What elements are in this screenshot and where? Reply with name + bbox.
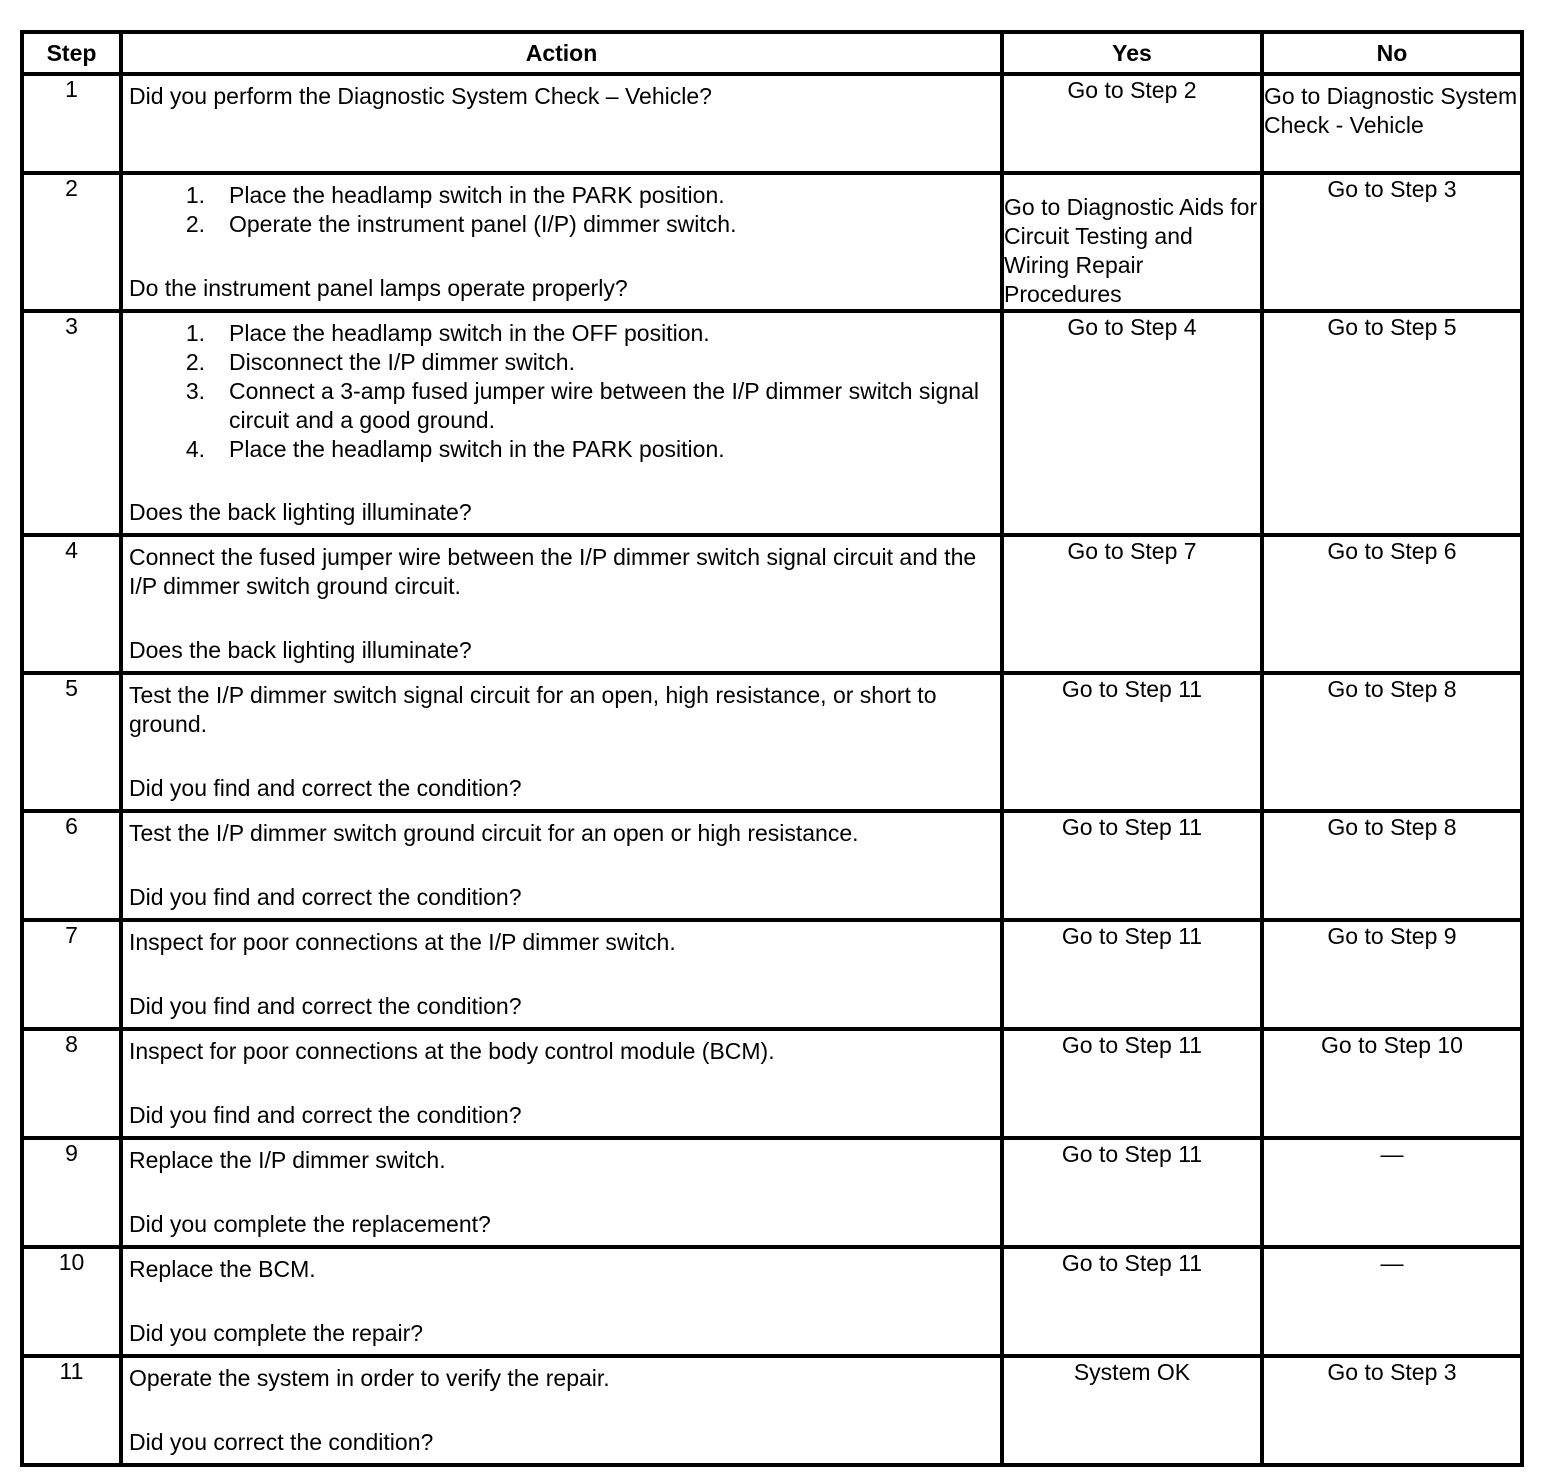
action-cell xyxy=(121,74,1002,173)
procedure-item-text: Connect a 3-amp fused jumper wire between the I/P dimmer switch signal circuit and a good ground. xyxy=(229,378,979,433)
procedure-item xyxy=(129,435,994,464)
step-number: 11 xyxy=(22,1356,121,1465)
table-row xyxy=(22,1138,1522,1247)
action-cell xyxy=(121,1356,1002,1465)
yes-result: Go to Step 11 xyxy=(1002,1138,1262,1247)
table-row xyxy=(22,173,1522,311)
table-row xyxy=(22,1247,1522,1356)
action-question: Does the back lighting illuminate? xyxy=(129,499,472,525)
step-number: 2 xyxy=(22,173,121,311)
step-number: 5 xyxy=(22,673,121,811)
action-instruction: Inspect for poor connections at the body control module (BCM). xyxy=(129,1038,775,1064)
yes-result: Go to Diagnostic Aids for Circuit Testing and Wiring Repair Procedures xyxy=(1002,173,1262,311)
procedure-list xyxy=(129,319,994,464)
table-row xyxy=(22,1029,1522,1138)
table-row xyxy=(22,311,1522,535)
action-question: Did you correct the condition? xyxy=(129,1429,434,1455)
yes-result: Go to Step 11 xyxy=(1002,811,1262,920)
procedure-item-number: 2. xyxy=(185,349,205,375)
no-result: Go to Step 9 xyxy=(1262,920,1522,1029)
action-instruction: Test the I/P dimmer switch ground circuit for an open or high resistance. xyxy=(129,820,859,846)
action-question: Did you find and correct the condition? xyxy=(129,884,522,910)
action-question: Do the instrument panel lamps operate properly? xyxy=(129,275,628,301)
yes-result: Go to Step 11 xyxy=(1002,673,1262,811)
diagnostic-table xyxy=(20,30,1524,1467)
table-row xyxy=(22,673,1522,811)
step-number: 1 xyxy=(22,74,121,173)
action-question: Does the back lighting illuminate? xyxy=(129,637,472,663)
step-number: 7 xyxy=(22,920,121,1029)
yes-result: Go to Step 11 xyxy=(1002,920,1262,1029)
table-row xyxy=(22,811,1522,920)
no-result: Go to Step 3 xyxy=(1262,173,1522,311)
procedure-item xyxy=(129,319,994,348)
action-instruction: Replace the I/P dimmer switch. xyxy=(129,1147,446,1173)
no-result: Go to Step 8 xyxy=(1262,673,1522,811)
action-question: Did you find and correct the condition? xyxy=(129,993,522,1019)
procedure-item xyxy=(129,348,994,377)
step-number: 3 xyxy=(22,311,121,535)
action-question: Did you complete the replacement? xyxy=(129,1211,491,1237)
yes-result: Go to Step 7 xyxy=(1002,535,1262,673)
procedure-item-text: Place the headlamp switch in the PARK position. xyxy=(229,182,725,208)
procedure-list xyxy=(129,181,994,239)
step-number: 8 xyxy=(22,1029,121,1138)
yes-result: System OK xyxy=(1002,1356,1262,1465)
action-question: Did you complete the repair? xyxy=(129,1320,424,1346)
header-step: Step xyxy=(22,32,121,74)
step-number: 10 xyxy=(22,1247,121,1356)
action-cell xyxy=(121,173,1002,311)
procedure-item-text: Operate the instrument panel (I/P) dimmer switch. xyxy=(229,211,737,237)
action-instruction: Test the I/P dimmer switch signal circuit for an open, high resistance, or short to ground. xyxy=(129,682,937,737)
procedure-item-text: Place the headlamp switch in the OFF position. xyxy=(229,320,710,346)
no-result: Go to Step 10 xyxy=(1262,1029,1522,1138)
action-question: Did you find and correct the condition? xyxy=(129,1102,522,1128)
action-cell xyxy=(121,311,1002,535)
action-question: Did you find and correct the condition? xyxy=(129,775,522,801)
yes-result: Go to Step 11 xyxy=(1002,1247,1262,1356)
procedure-item-number: 1. xyxy=(185,320,205,346)
no-result: Go to Step 8 xyxy=(1262,811,1522,920)
action-cell xyxy=(121,811,1002,920)
step-number: 6 xyxy=(22,811,121,920)
table-row xyxy=(22,74,1522,173)
header-action: Action xyxy=(121,32,1002,74)
no-result: — xyxy=(1262,1247,1522,1356)
step-number: 4 xyxy=(22,535,121,673)
table-row xyxy=(22,535,1522,673)
procedure-item xyxy=(129,181,994,210)
header-yes: Yes xyxy=(1002,32,1262,74)
action-cell xyxy=(121,1029,1002,1138)
procedure-item xyxy=(129,377,994,435)
no-result: Go to Step 6 xyxy=(1262,535,1522,673)
no-result: Go to Step 5 xyxy=(1262,311,1522,535)
step-number: 9 xyxy=(22,1138,121,1247)
action-cell xyxy=(121,1247,1002,1356)
table-row xyxy=(22,1356,1522,1465)
procedure-item-number: 1. xyxy=(185,182,205,208)
yes-result: Go to Step 2 xyxy=(1002,74,1262,173)
action-cell xyxy=(121,535,1002,673)
no-result: Go to Step 3 xyxy=(1262,1356,1522,1465)
action-instruction: Inspect for poor connections at the I/P dimmer switch. xyxy=(129,929,676,955)
procedure-item-text: Disconnect the I/P dimmer switch. xyxy=(229,349,575,375)
no-result: — xyxy=(1262,1138,1522,1247)
yes-result: Go to Step 4 xyxy=(1002,311,1262,535)
action-instruction: Replace the BCM. xyxy=(129,1256,316,1282)
action-cell xyxy=(121,920,1002,1029)
yes-result: Go to Step 11 xyxy=(1002,1029,1262,1138)
procedure-item-number: 4. xyxy=(185,436,205,462)
action-cell xyxy=(121,673,1002,811)
procedure-item xyxy=(129,210,994,239)
procedure-item-number: 2. xyxy=(185,211,205,237)
action-cell xyxy=(121,1138,1002,1247)
action-instruction: Operate the system in order to verify the repair. xyxy=(129,1365,610,1391)
header-no: No xyxy=(1262,32,1522,74)
no-result: Go to Diagnostic System Check - Vehicle xyxy=(1262,74,1522,173)
header-row xyxy=(22,32,1522,74)
procedure-item-number: 3. xyxy=(185,378,205,404)
action-instruction: Connect the fused jumper wire between the I/P dimmer switch signal circuit and the I/P dimmer switch ground circuit. xyxy=(129,544,977,599)
table-row xyxy=(22,920,1522,1029)
procedure-item-text: Place the headlamp switch in the PARK position. xyxy=(229,436,725,462)
action-instruction: Did you perform the Diagnostic System Check – Vehicle? xyxy=(129,83,712,109)
